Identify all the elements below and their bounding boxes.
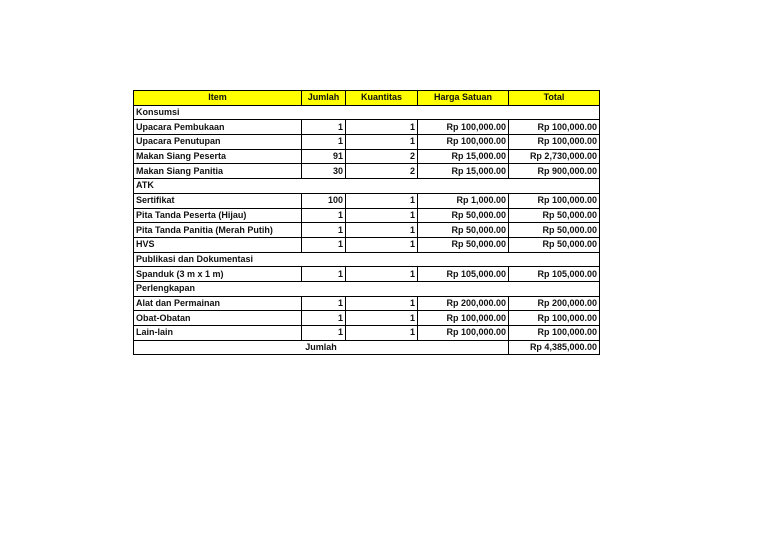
cell-item: Sertifikat <box>134 193 302 208</box>
table-row <box>134 311 600 326</box>
table-row <box>134 208 600 223</box>
header-kuantitas: Kuantitas <box>346 91 418 106</box>
header-row <box>134 91 600 106</box>
cell-kuantitas: 2 <box>346 164 418 179</box>
table-row <box>134 223 600 238</box>
cell-kuantitas: 1 <box>346 135 418 150</box>
cell-item: Alat dan Permainan <box>134 296 302 311</box>
cell-harga-satuan: Rp 15,000.00 <box>418 164 509 179</box>
cell-jumlah: 1 <box>302 267 346 282</box>
cell-total: Rp 50,000.00 <box>509 208 600 223</box>
cell-harga-satuan: Rp 1,000.00 <box>418 193 509 208</box>
cell-harga-satuan: Rp 100,000.00 <box>418 120 509 135</box>
table-row <box>134 296 600 311</box>
cell-item: Obat-Obatan <box>134 311 302 326</box>
table-row <box>134 164 600 179</box>
cell-jumlah: 100 <box>302 193 346 208</box>
cell-total: Rp 900,000.00 <box>509 164 600 179</box>
cell-kuantitas: 1 <box>346 223 418 238</box>
cell-harga-satuan: Rp 100,000.00 <box>418 311 509 326</box>
section-title: Perlengkapan <box>134 281 600 296</box>
cell-jumlah: 1 <box>302 326 346 341</box>
cell-total: Rp 100,000.00 <box>509 193 600 208</box>
footer-row <box>134 340 600 355</box>
table-row <box>134 326 600 341</box>
section-row <box>134 105 600 120</box>
cell-item: Upacara Pembukaan <box>134 120 302 135</box>
cell-kuantitas: 1 <box>346 120 418 135</box>
cell-jumlah: 91 <box>302 149 346 164</box>
cell-kuantitas: 1 <box>346 208 418 223</box>
table-row <box>134 193 600 208</box>
cell-jumlah: 1 <box>302 237 346 252</box>
cell-jumlah: 1 <box>302 120 346 135</box>
section-row <box>134 179 600 194</box>
section-title: ATK <box>134 179 600 194</box>
table-row <box>134 267 600 282</box>
cell-kuantitas: 1 <box>346 296 418 311</box>
cell-total: Rp 50,000.00 <box>509 237 600 252</box>
budget-table <box>133 90 600 355</box>
header-harga-satuan: Harga Satuan <box>418 91 509 106</box>
cell-jumlah: 1 <box>302 208 346 223</box>
table-row <box>134 237 600 252</box>
header-item: Item <box>134 91 302 106</box>
table-row <box>134 149 600 164</box>
cell-item: Upacara Penutupan <box>134 135 302 150</box>
cell-jumlah: 1 <box>302 311 346 326</box>
cell-harga-satuan: Rp 50,000.00 <box>418 208 509 223</box>
section-title: Publikasi dan Dokumentasi <box>134 252 600 267</box>
section-row <box>134 252 600 267</box>
cell-harga-satuan: Rp 200,000.00 <box>418 296 509 311</box>
section-row <box>134 281 600 296</box>
cell-item: Lain-lain <box>134 326 302 341</box>
cell-item: Makan Siang Panitia <box>134 164 302 179</box>
cell-harga-satuan: Rp 50,000.00 <box>418 237 509 252</box>
footer-label: Jumlah <box>134 340 509 355</box>
cell-total: Rp 100,000.00 <box>509 311 600 326</box>
cell-kuantitas: 2 <box>346 149 418 164</box>
cell-jumlah: 1 <box>302 135 346 150</box>
cell-item: Spanduk (3 m x 1 m) <box>134 267 302 282</box>
cell-total: Rp 200,000.00 <box>509 296 600 311</box>
cell-kuantitas: 1 <box>346 311 418 326</box>
cell-jumlah: 1 <box>302 296 346 311</box>
table-row <box>134 135 600 150</box>
section-title: Konsumsi <box>134 105 600 120</box>
cell-harga-satuan: Rp 15,000.00 <box>418 149 509 164</box>
cell-kuantitas: 1 <box>346 193 418 208</box>
cell-item: HVS <box>134 237 302 252</box>
cell-total: Rp 100,000.00 <box>509 135 600 150</box>
cell-harga-satuan: Rp 105,000.00 <box>418 267 509 282</box>
cell-total: Rp 105,000.00 <box>509 267 600 282</box>
cell-total: Rp 50,000.00 <box>509 223 600 238</box>
header-jumlah: Jumlah <box>302 91 346 106</box>
footer-total: Rp 4,385,000.00 <box>509 340 600 355</box>
cell-harga-satuan: Rp 50,000.00 <box>418 223 509 238</box>
cell-harga-satuan: Rp 100,000.00 <box>418 326 509 341</box>
table-row <box>134 120 600 135</box>
cell-kuantitas: 1 <box>346 237 418 252</box>
cell-item: Pita Tanda Panitia (Merah Putih) <box>134 223 302 238</box>
cell-harga-satuan: Rp 100,000.00 <box>418 135 509 150</box>
table-body <box>134 105 600 340</box>
cell-total: Rp 2,730,000.00 <box>509 149 600 164</box>
cell-kuantitas: 1 <box>346 267 418 282</box>
cell-total: Rp 100,000.00 <box>509 120 600 135</box>
cell-jumlah: 30 <box>302 164 346 179</box>
cell-item: Makan Siang Peserta <box>134 149 302 164</box>
cell-total: Rp 100,000.00 <box>509 326 600 341</box>
cell-item: Pita Tanda Peserta (Hijau) <box>134 208 302 223</box>
cell-jumlah: 1 <box>302 223 346 238</box>
header-total: Total <box>509 91 600 106</box>
cell-kuantitas: 1 <box>346 326 418 341</box>
